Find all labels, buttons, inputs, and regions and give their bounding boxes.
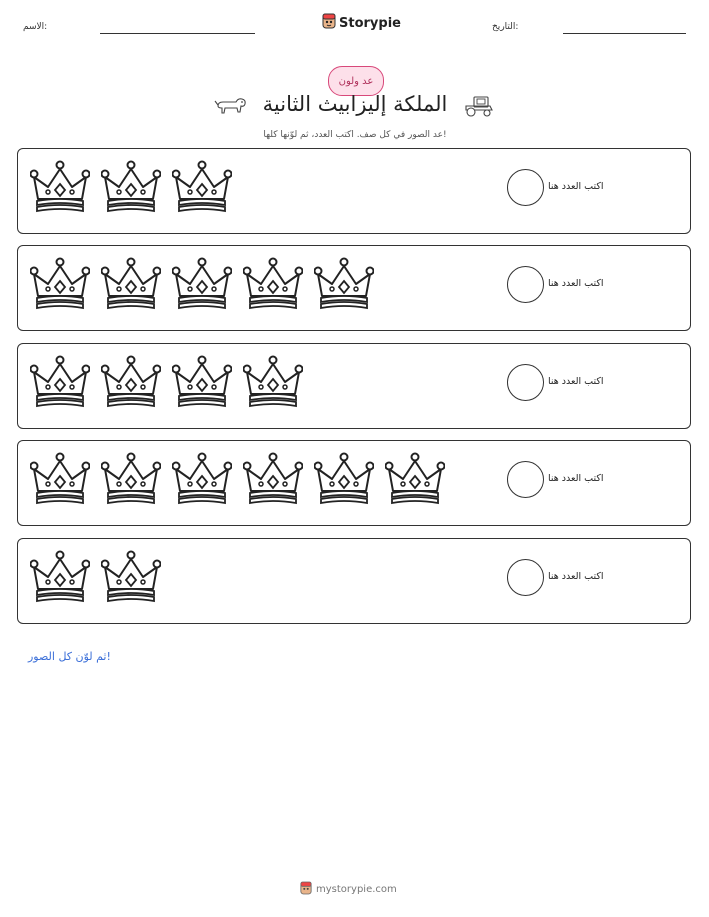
answer-circle[interactable] xyxy=(507,266,544,303)
counting-row xyxy=(17,440,691,526)
date-label: التاريخ: xyxy=(492,22,519,32)
crown-icon[interactable] xyxy=(243,451,303,509)
answer-label: اكتب العدد هنا xyxy=(548,473,604,484)
crown-icon[interactable] xyxy=(172,159,232,217)
crown-icon[interactable] xyxy=(314,256,374,314)
brand-name: Storypie xyxy=(339,15,401,31)
crown-icon[interactable] xyxy=(101,354,161,412)
answer-circle[interactable] xyxy=(507,364,544,401)
crown-icon[interactable] xyxy=(101,159,161,217)
answer-label: اكتب العدد هنا xyxy=(548,376,604,387)
crown-icon[interactable] xyxy=(385,451,445,509)
activity-badge: عد ولون xyxy=(328,66,384,96)
page-title: الملكة إليزابيث الثانية xyxy=(262,92,448,116)
answer-circle[interactable] xyxy=(507,461,544,498)
answer-label: اكتب العدد هنا xyxy=(548,278,604,289)
footer xyxy=(300,880,397,899)
footer-note: ثم لوّن كل الصور! xyxy=(28,650,111,663)
answer-label: اكتب العدد هنا xyxy=(548,181,604,192)
counting-row xyxy=(17,343,691,429)
answer-label: اكتب العدد هنا xyxy=(548,571,604,582)
crown-icon[interactable] xyxy=(101,451,161,509)
crown-icon[interactable] xyxy=(314,451,374,509)
crown-icon[interactable] xyxy=(30,549,90,607)
tractor-icon xyxy=(462,94,496,122)
footer-site: mystorypie.com xyxy=(316,884,397,895)
storypie-logo-icon xyxy=(322,13,336,33)
crown-icon[interactable] xyxy=(172,256,232,314)
crown-icon[interactable] xyxy=(101,256,161,314)
counting-row xyxy=(17,245,691,331)
answer-circle[interactable] xyxy=(507,559,544,596)
name-label: الاسم: xyxy=(23,22,48,32)
date-line[interactable] xyxy=(563,33,686,34)
storypie-logo-icon xyxy=(300,880,312,899)
crown-icon[interactable] xyxy=(172,354,232,412)
counting-row xyxy=(17,538,691,624)
crown-icon[interactable] xyxy=(30,256,90,314)
crown-icon[interactable] xyxy=(243,354,303,412)
crown-icon[interactable] xyxy=(30,451,90,509)
crown-icon[interactable] xyxy=(172,451,232,509)
crown-icon[interactable] xyxy=(30,354,90,412)
name-line[interactable] xyxy=(100,33,255,34)
brand xyxy=(322,13,401,33)
instructions: عد الصور في كل صف. اكتب العدد، ثم لوّنها كلها! xyxy=(263,130,447,140)
answer-circle[interactable] xyxy=(507,169,544,206)
crown-icon[interactable] xyxy=(30,159,90,217)
crown-icon[interactable] xyxy=(101,549,161,607)
crown-icon[interactable] xyxy=(243,256,303,314)
counting-row xyxy=(17,148,691,234)
